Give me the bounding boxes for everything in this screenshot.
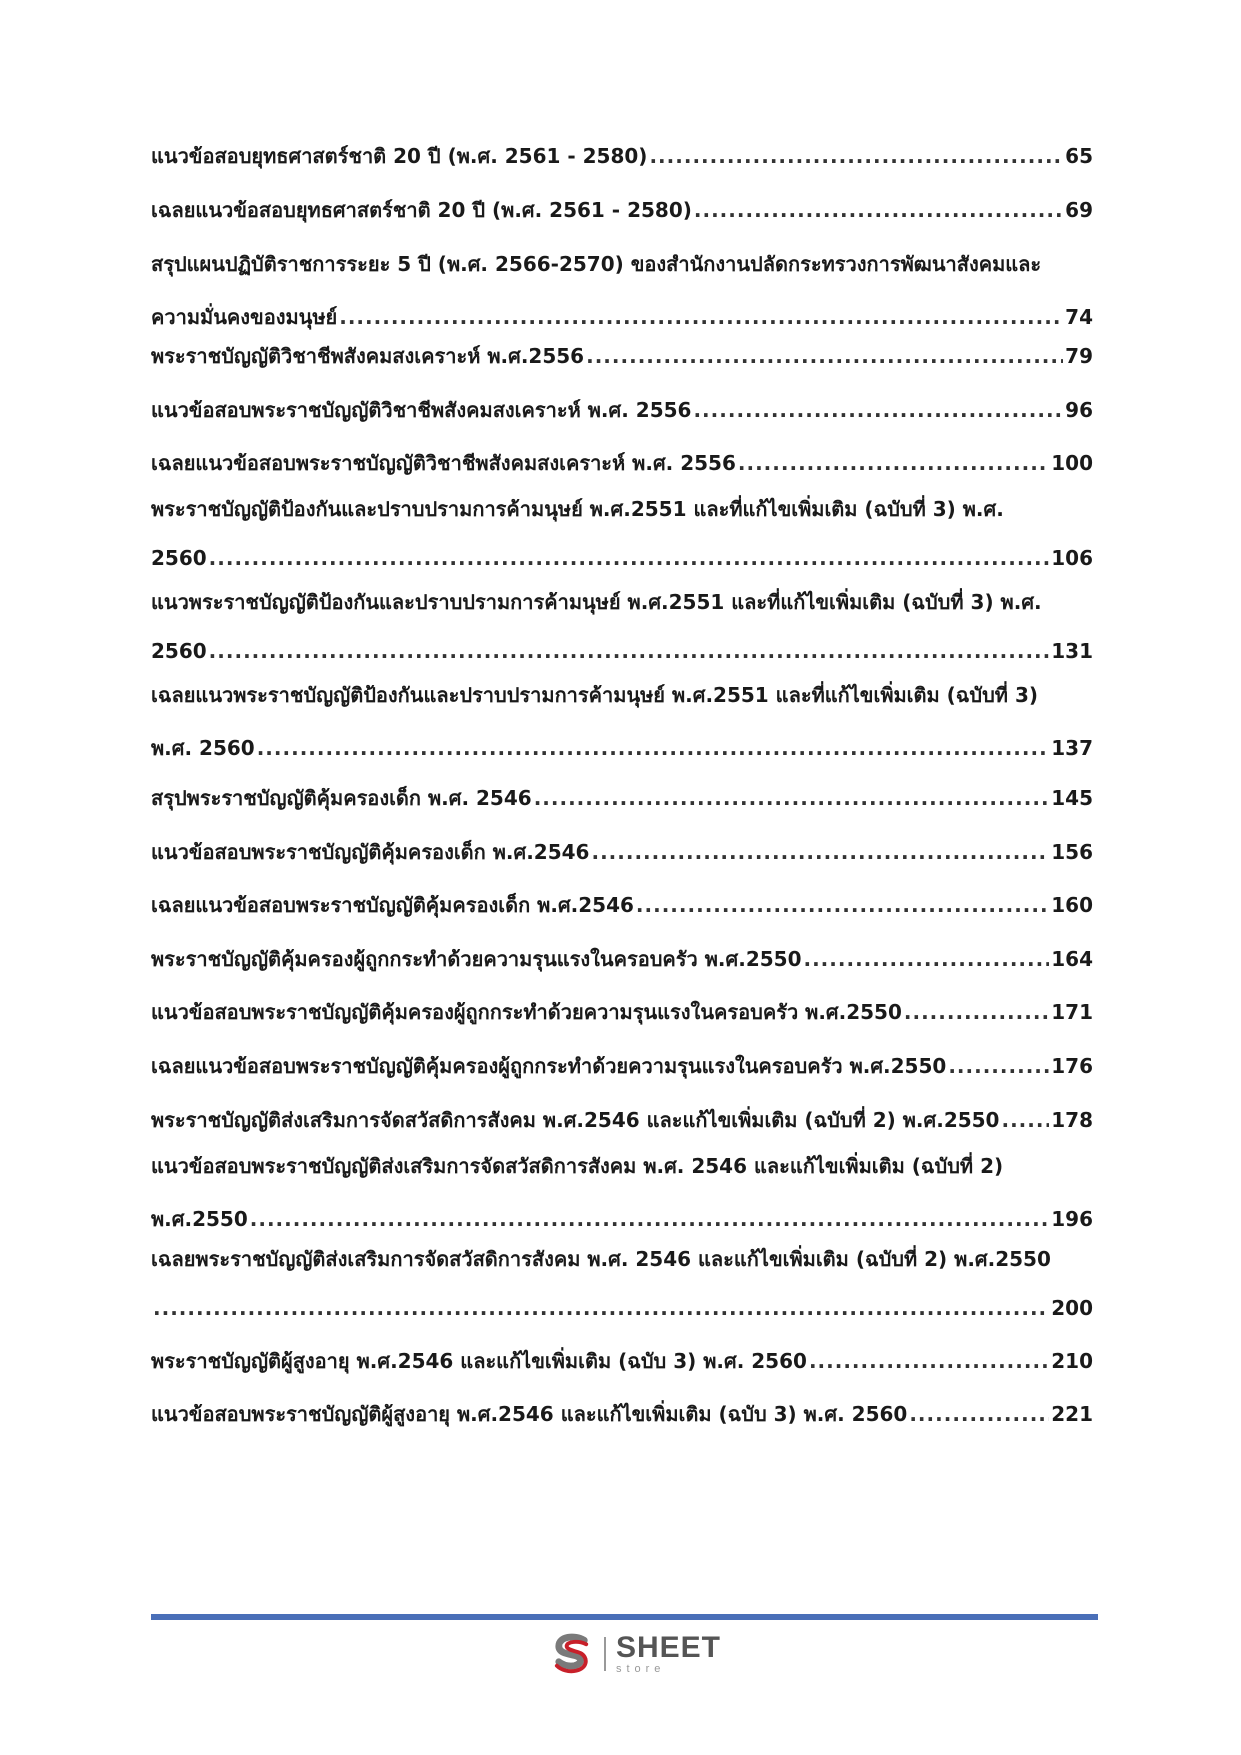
toc-entry-title: พระราชบัญญัติส่งเสริมการจัดสวัสดิการสังคม พ.ศ.2546 และแก้ไขเพิ่มเติม (ฉบับที่ 2) พ.ศ.2550 bbox=[151, 1108, 1000, 1132]
toc-entry[interactable] bbox=[151, 248, 1093, 331]
dot-leader bbox=[534, 786, 1050, 810]
toc-entry-line bbox=[151, 340, 1093, 370]
logo-brand: SHEET bbox=[615, 1631, 721, 1664]
dot-leader bbox=[738, 451, 1049, 475]
toc-entry[interactable] bbox=[151, 340, 1093, 370]
toc-entry-title: เฉลยแนวข้อสอบพระราชบัญญัติคุ้มครองเด็ก พ.ศ.2546 bbox=[151, 893, 634, 917]
toc-entry[interactable] bbox=[151, 996, 1093, 1026]
dot-leader bbox=[339, 305, 1063, 329]
toc-entry-line bbox=[151, 1203, 1093, 1233]
toc-entry[interactable] bbox=[151, 586, 1093, 669]
toc-entry-line bbox=[151, 1050, 1093, 1080]
toc-entry-line bbox=[151, 546, 1093, 576]
toc-entry[interactable] bbox=[151, 1243, 1093, 1326]
toc-page-number: 145 bbox=[1051, 786, 1093, 810]
toc-entry-title: เฉลยแนวข้อสอบยุทธศาสตร์ชาติ 20 ปี (พ.ศ. 2561 - 2580) bbox=[151, 198, 692, 222]
toc-entry[interactable] bbox=[151, 394, 1093, 424]
toc-entry-title: พระราชบัญญัติวิชาชีพสังคมสงเคราะห์ พ.ศ.2556 bbox=[151, 344, 585, 368]
dot-leader bbox=[591, 840, 1049, 864]
toc-entry[interactable] bbox=[151, 782, 1093, 812]
dot-leader bbox=[909, 1402, 1049, 1426]
toc-entry-line bbox=[151, 1345, 1093, 1375]
toc-page-number: 156 bbox=[1051, 840, 1093, 864]
toc-entry-title: แนวข้อสอบพระราชบัญญัติวิชาชีพสังคมสงเคราะห์ พ.ศ. 2556 bbox=[151, 398, 692, 422]
toc-page-number: 171 bbox=[1051, 1000, 1093, 1024]
toc-page-number: 96 bbox=[1065, 398, 1093, 422]
toc-page-number: 69 bbox=[1065, 198, 1093, 222]
toc-entry-line bbox=[151, 836, 1093, 866]
dot-leader bbox=[693, 398, 1063, 422]
toc-entry-title: พระราชบัญญัติคุ้มครองผู้ถูกกระทำด้วยความรุนแรงในครอบครัว พ.ศ.2550 bbox=[151, 947, 802, 971]
toc-entry-line bbox=[151, 447, 1093, 477]
dot-leader bbox=[209, 546, 1050, 570]
dot-leader bbox=[948, 1054, 1049, 1078]
toc-page-number: 178 bbox=[1051, 1108, 1093, 1132]
toc-page-number: 210 bbox=[1051, 1349, 1093, 1373]
toc-entry-title: เฉลยพระราชบัญญัติส่งเสริมการจัดสวัสดิการสังคม พ.ศ. 2546 และแก้ไขเพิ่มเติม (ฉบับที่ 2) พ.ศ.2550 bbox=[151, 1247, 1051, 1271]
dot-leader bbox=[809, 1349, 1049, 1373]
toc-entry-title-continued: 2560 bbox=[151, 639, 207, 663]
toc-entry[interactable] bbox=[151, 447, 1093, 477]
dot-leader bbox=[649, 144, 1063, 168]
toc-entry-title: พระราชบัญญัติป้องกันและปราบปรามการค้ามนุษย์ พ.ศ.2551 และที่แก้ไขเพิ่มเติม (ฉบับที่ 3) พ.ศ. bbox=[151, 497, 1004, 521]
toc-page-number: 160 bbox=[1051, 893, 1093, 917]
toc-entry[interactable] bbox=[151, 679, 1093, 762]
toc-entry[interactable] bbox=[151, 140, 1093, 170]
dot-leader bbox=[636, 893, 1049, 917]
toc-entry-line bbox=[151, 194, 1093, 224]
toc-entry[interactable] bbox=[151, 1398, 1093, 1428]
toc-page-number: 176 bbox=[1051, 1054, 1093, 1078]
dot-leader bbox=[257, 736, 1050, 760]
dot-leader bbox=[250, 1207, 1050, 1231]
toc-page-number: 200 bbox=[1051, 1296, 1093, 1320]
toc-entry-line bbox=[151, 943, 1093, 973]
toc-entry-line bbox=[151, 1398, 1093, 1428]
dot-leader bbox=[209, 639, 1050, 663]
toc-entry-line bbox=[151, 1296, 1093, 1326]
logo-separator bbox=[604, 1637, 606, 1671]
toc-entry-title: เฉลยแนวพระราชบัญญัติป้องกันและปราบปรามการค้ามนุษย์ พ.ศ.2551 และที่แก้ไขเพิ่มเติม (ฉบับที่ 3) bbox=[151, 683, 1039, 707]
toc-entry-title: แนวข้อสอบพระราชบัญญัติคุ้มครองเด็ก พ.ศ.2546 bbox=[151, 840, 590, 864]
toc-page-number: 196 bbox=[1051, 1207, 1093, 1231]
toc-entry[interactable] bbox=[151, 1050, 1093, 1080]
dot-leader bbox=[803, 947, 1049, 971]
toc-entry-line bbox=[151, 1104, 1093, 1134]
toc-page-number: 74 bbox=[1065, 305, 1093, 329]
toc-page-number: 79 bbox=[1065, 344, 1093, 368]
toc-entry-title: สรุปพระราชบัญญัติคุ้มครองเด็ก พ.ศ. 2546 bbox=[151, 786, 532, 810]
toc-entry[interactable] bbox=[151, 1104, 1093, 1134]
toc-entry-title: สรุปแผนปฏิบัติราชการระยะ 5 ปี (พ.ศ. 2566-2570) ของสำนักงานปลัดกระทรวงการพัฒนาสังคมและ bbox=[151, 252, 1042, 276]
toc-entry-line bbox=[151, 732, 1093, 762]
dot-leader bbox=[586, 344, 1063, 368]
toc-entry[interactable] bbox=[151, 943, 1093, 973]
toc-page-number: 65 bbox=[1065, 144, 1093, 168]
toc-entry-title-continued: พ.ศ. 2560 bbox=[151, 736, 255, 760]
toc-entry-title-continued: พ.ศ.2550 bbox=[151, 1207, 248, 1231]
toc-entry-line bbox=[151, 782, 1093, 812]
toc-entry-line bbox=[151, 394, 1093, 424]
toc-entry-title: แนวข้อสอบพระราชบัญญัติผู้สูงอายุ พ.ศ.2546 และแก้ไขเพิ่มเติม (ฉบับ 3) พ.ศ. 2560 bbox=[151, 1402, 908, 1426]
sheet-store-logo bbox=[551, 1628, 721, 1680]
logo-s-icon bbox=[551, 1632, 594, 1676]
dot-leader bbox=[904, 1000, 1049, 1024]
logo-wordmark bbox=[616, 1633, 721, 1675]
dot-leader bbox=[1001, 1108, 1049, 1132]
toc-page-number: 137 bbox=[1051, 736, 1093, 760]
toc-entry-title: เฉลยแนวข้อสอบพระราชบัญญัติคุ้มครองผู้ถูกกระทำด้วยความรุนแรงในครอบครัว พ.ศ.2550 bbox=[151, 1054, 947, 1078]
toc-page-number: 221 bbox=[1051, 1402, 1093, 1426]
toc-entry-title: เฉลยแนวข้อสอบพระราชบัญญัติวิชาชีพสังคมสงเคราะห์ พ.ศ. 2556 bbox=[151, 451, 736, 475]
toc-page-number: 106 bbox=[1051, 546, 1093, 570]
toc-entry-line bbox=[151, 639, 1093, 669]
toc-entry-title-continued: ความมั่นคงของมนุษย์ bbox=[151, 305, 338, 329]
toc-entry-title-continued: 2560 bbox=[151, 546, 207, 570]
toc-entry[interactable] bbox=[151, 493, 1093, 576]
toc-entry[interactable] bbox=[151, 889, 1093, 919]
toc-entry-line bbox=[151, 889, 1093, 919]
toc-entry[interactable] bbox=[151, 194, 1093, 224]
toc-page-number: 164 bbox=[1051, 947, 1093, 971]
toc-entry-title: แนวข้อสอบพระราชบัญญัติส่งเสริมการจัดสวัสดิการสังคม พ.ศ. 2546 และแก้ไขเพิ่มเติม (ฉบับที่ 2) bbox=[151, 1154, 1004, 1178]
footer-divider bbox=[151, 1614, 1098, 1620]
toc-entry-line bbox=[151, 140, 1093, 170]
toc-entry-title: แนวข้อสอบพระราชบัญญัติคุ้มครองผู้ถูกกระทำด้วยความรุนแรงในครอบครัว พ.ศ.2550 bbox=[151, 1000, 902, 1024]
toc-page-number: 100 bbox=[1051, 451, 1093, 475]
dot-leader bbox=[694, 198, 1063, 222]
toc-entry-title: แนวข้อสอบยุทธศาสตร์ชาติ 20 ปี (พ.ศ. 2561 - 2580) bbox=[151, 144, 648, 168]
toc-entry[interactable] bbox=[151, 1345, 1093, 1375]
toc-entry-line bbox=[151, 301, 1093, 331]
toc-entry[interactable] bbox=[151, 1150, 1093, 1233]
dot-leader bbox=[153, 1296, 1049, 1320]
logo-sub: store bbox=[615, 1663, 666, 1675]
toc-page-number: 131 bbox=[1051, 639, 1093, 663]
toc-entry-line bbox=[151, 996, 1093, 1026]
toc-entry-title: แนวพระราชบัญญัติป้องกันและปราบปรามการค้ามนุษย์ พ.ศ.2551 และที่แก้ไขเพิ่มเติม (ฉบับที่ 3) พ.ศ. bbox=[151, 590, 1042, 614]
toc-entry-title: พระราชบัญญัติผู้สูงอายุ พ.ศ.2546 และแก้ไขเพิ่มเติม (ฉบับ 3) พ.ศ. 2560 bbox=[151, 1349, 807, 1373]
toc-entry[interactable] bbox=[151, 836, 1093, 866]
